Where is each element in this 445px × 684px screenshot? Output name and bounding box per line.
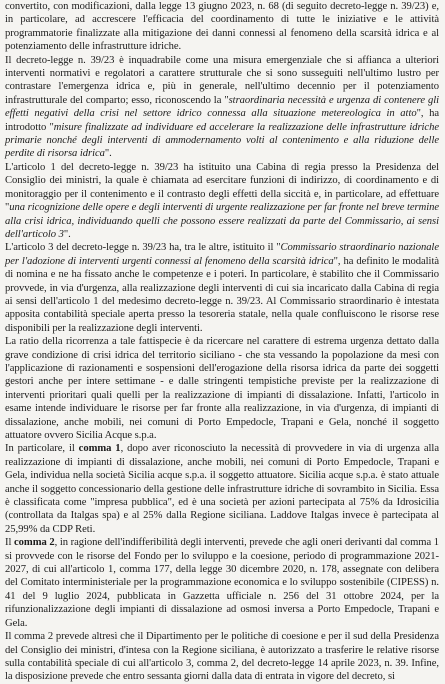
italic-quote: Commissario straordinario nazionale per l'adozione di interventi urgenti connessi al fenomeno della scarsità idrica (5, 242, 439, 267)
italic-quote: straordinaria necessità e urgenza di contenere gli effetti negativi della crisi nel settore idrico connessa alla situazione metereologica in atto (5, 94, 440, 120)
body-text: ", ha introdotto " (5, 108, 439, 133)
body-text: ". (104, 148, 112, 160)
body-text: L'articolo 3 del decreto-legge n. 39/23 ha, tra le altre, istituito il " (5, 242, 281, 254)
paragraph-p4 (5, 335, 439, 442)
paragraph-p3 (5, 241, 439, 335)
body-text: , in ragione dell'indifferibilità degli interventi, prevede che agli oneri derivanti dal comma 1 si provvede con le risorse del Fondo per lo sviluppo e la coesione, periodo di programmazione 2021-2027, di cui all'articolo 1, comma 177, della legge 30 dicembre 2020, n. 178, assegnate con delibera del Comitato interministeriale per la programmazione economica e lo sviluppo sostenibile (CIPESS) n. 41 del 9 luglio 2024, pubblicata in Gazzetta ufficiale n. 256 del 31 ottobre 2024, per la rifunzionalizzazione degli impianti di dissalazione ad osmosi inversa a Porto Empedocle, Trapani e Gela. (5, 537, 439, 629)
italic-quote: misure finalizzate ad individuare ed accelerare la realizzazione delle infrastrutture idriche primarie nonché degli interventi di ammodernamento volti al contenimento e alla riduzione delle perdite di risorsa idrica (5, 121, 439, 160)
body-text: L'articolo 1 del decreto-legge n. 39/23 ha istituito una Cabina di regia presso la Presidenza del Consiglio dei ministri, la quale è chiamata ad esercitare funzioni di indirizzo, di coordinamento e di monitoraggio per il contenimento e il contrasto degli effetti della siccità e, in particolare, ad effettuare " (5, 161, 439, 214)
paragraph-p2 (5, 161, 439, 241)
bold-text: comma 2 (14, 537, 55, 549)
paragraph-p6 (5, 536, 439, 630)
body-text: ". (63, 228, 71, 240)
body-text: In particolare, il (5, 443, 79, 455)
body-text: Il comma 2 prevede altresì che il Dipartimento per le politiche di coesione e per il sud della Presidenza del Consiglio dei ministri, d'intesa con la Regione siciliana, è autorizzato a trasferire le relative risorse sulla contabilità speciale di cui all'articolo 3, comma 2, del decreto-legge 14 aprile 2023, n. 39. Infine, la disposizione prevede che entro sessanta giorni dalla data di entrata in vigore del decreto, si (5, 631, 439, 683)
body-text: La ratio della ricorrenza a tale fattispecie è da ricercare nel carattere di estrema urgenza dettato dalla grave condizione di crisi idrica del territorio siciliano - che sta vessando la popolazione da mesi con l'applicazione di razionamenti e sospensioni dell'erogazione della risorsa idrica da parte dei soggetti gestori anche per intere settimane - e dalle stringenti tempistiche previste per la realizzazione di interventi prioritari quali quelli per la realizzazione di impianti di dissalazione. Infatti, l'articolo in esame intende individuare le risorse per far fronte alla realizzazione, in via d'urgenza, di impianti di dissalazione, anche mobili, nei comuni di Porto Empedocle, Trapani e Gela, nonché il soggetto attuatore ovvero Sicilia Acque s.p.a. (5, 336, 439, 441)
paragraph-p5 (5, 442, 439, 536)
bold-text: comma 1 (78, 443, 121, 455)
paragraph-p0 (5, 0, 439, 54)
document-body (5, 0, 439, 684)
body-text: convertito, con modificazioni, dalla legge 13 giugno 2023, n. 68 (di seguito decreto-legge n. 39/23) e, in particolare, ad accrescere l'efficacia del coordinamento di tutte le iniziative e le attività programmatorie finalizzate alla mitigazione dei danni connessi al fenomeno della scarsità idrica e al potenziamento delle infrastrutture idriche. (5, 1, 439, 53)
body-text: ", ha definito le modalità di nomina e ne ha fissato anche le competenze e i poteri. In particolare, è stabilito che il Commissario provvede, in via d'urgenza, alla realizzazione degli interventi di cui sia incaricato dalla Cabina di regia ai sensi dell'articolo 1 del medesimo decreto-legge n. 39/23. Al Commissario straordinario è intestata apposita contabilità speciale aperta presso la tesoreria statale, nella quale confluiscono le risorse rese disponibili per la realizzazione degli interventi. (5, 255, 440, 334)
body-text: Il (5, 537, 15, 549)
body-text: Il decreto-legge n. 39/23 è inquadrabile come una misura emergenziale che si affianca a ulteriori interventi normativi e regolatori a carattere strutturale che si sono susseguiti nell'ultimo lustro per contrastare l'emergenza idrica e, più in generale, nell'ultimo decennio per il potenziamento infrastrutturale del comparto; esso, riconoscendo la " (5, 54, 439, 106)
body-text: , dopo aver riconosciuto la necessità di provvedere in via di urgenza alla realizzazione di impianti di dissalazione, anche mobili, nei comuni di Porto Empedocle, Trapani e Gela, individua nella società Sicilia acque s.p.a. il soggetto attuatore. Sicilia acque s.p.a. è stato attuale anche il soggetto concessionario della gestione delle infrastrutture idriche di sovrambito in Sicilia. Essa è classificata come "impresa pubblica", ed è una società per azioni partecipata al 75% da Idrosicilia (controllata da Italgas spa) e al 25% dalla Regione siciliana. Laddove Italgas invece è partecipata al 25,99% da CDP Reti. (5, 443, 439, 535)
italic-quote: una ricognizione delle opere e degli interventi di urgente realizzazione per far fronte nel breve termine alla crisi idrica, individuando quelli che possono essere realizzati da parte del Commissario, ai sensi dell'articolo 3 (5, 202, 439, 240)
paragraph-p1 (5, 54, 439, 161)
paragraph-p7 (5, 630, 439, 684)
